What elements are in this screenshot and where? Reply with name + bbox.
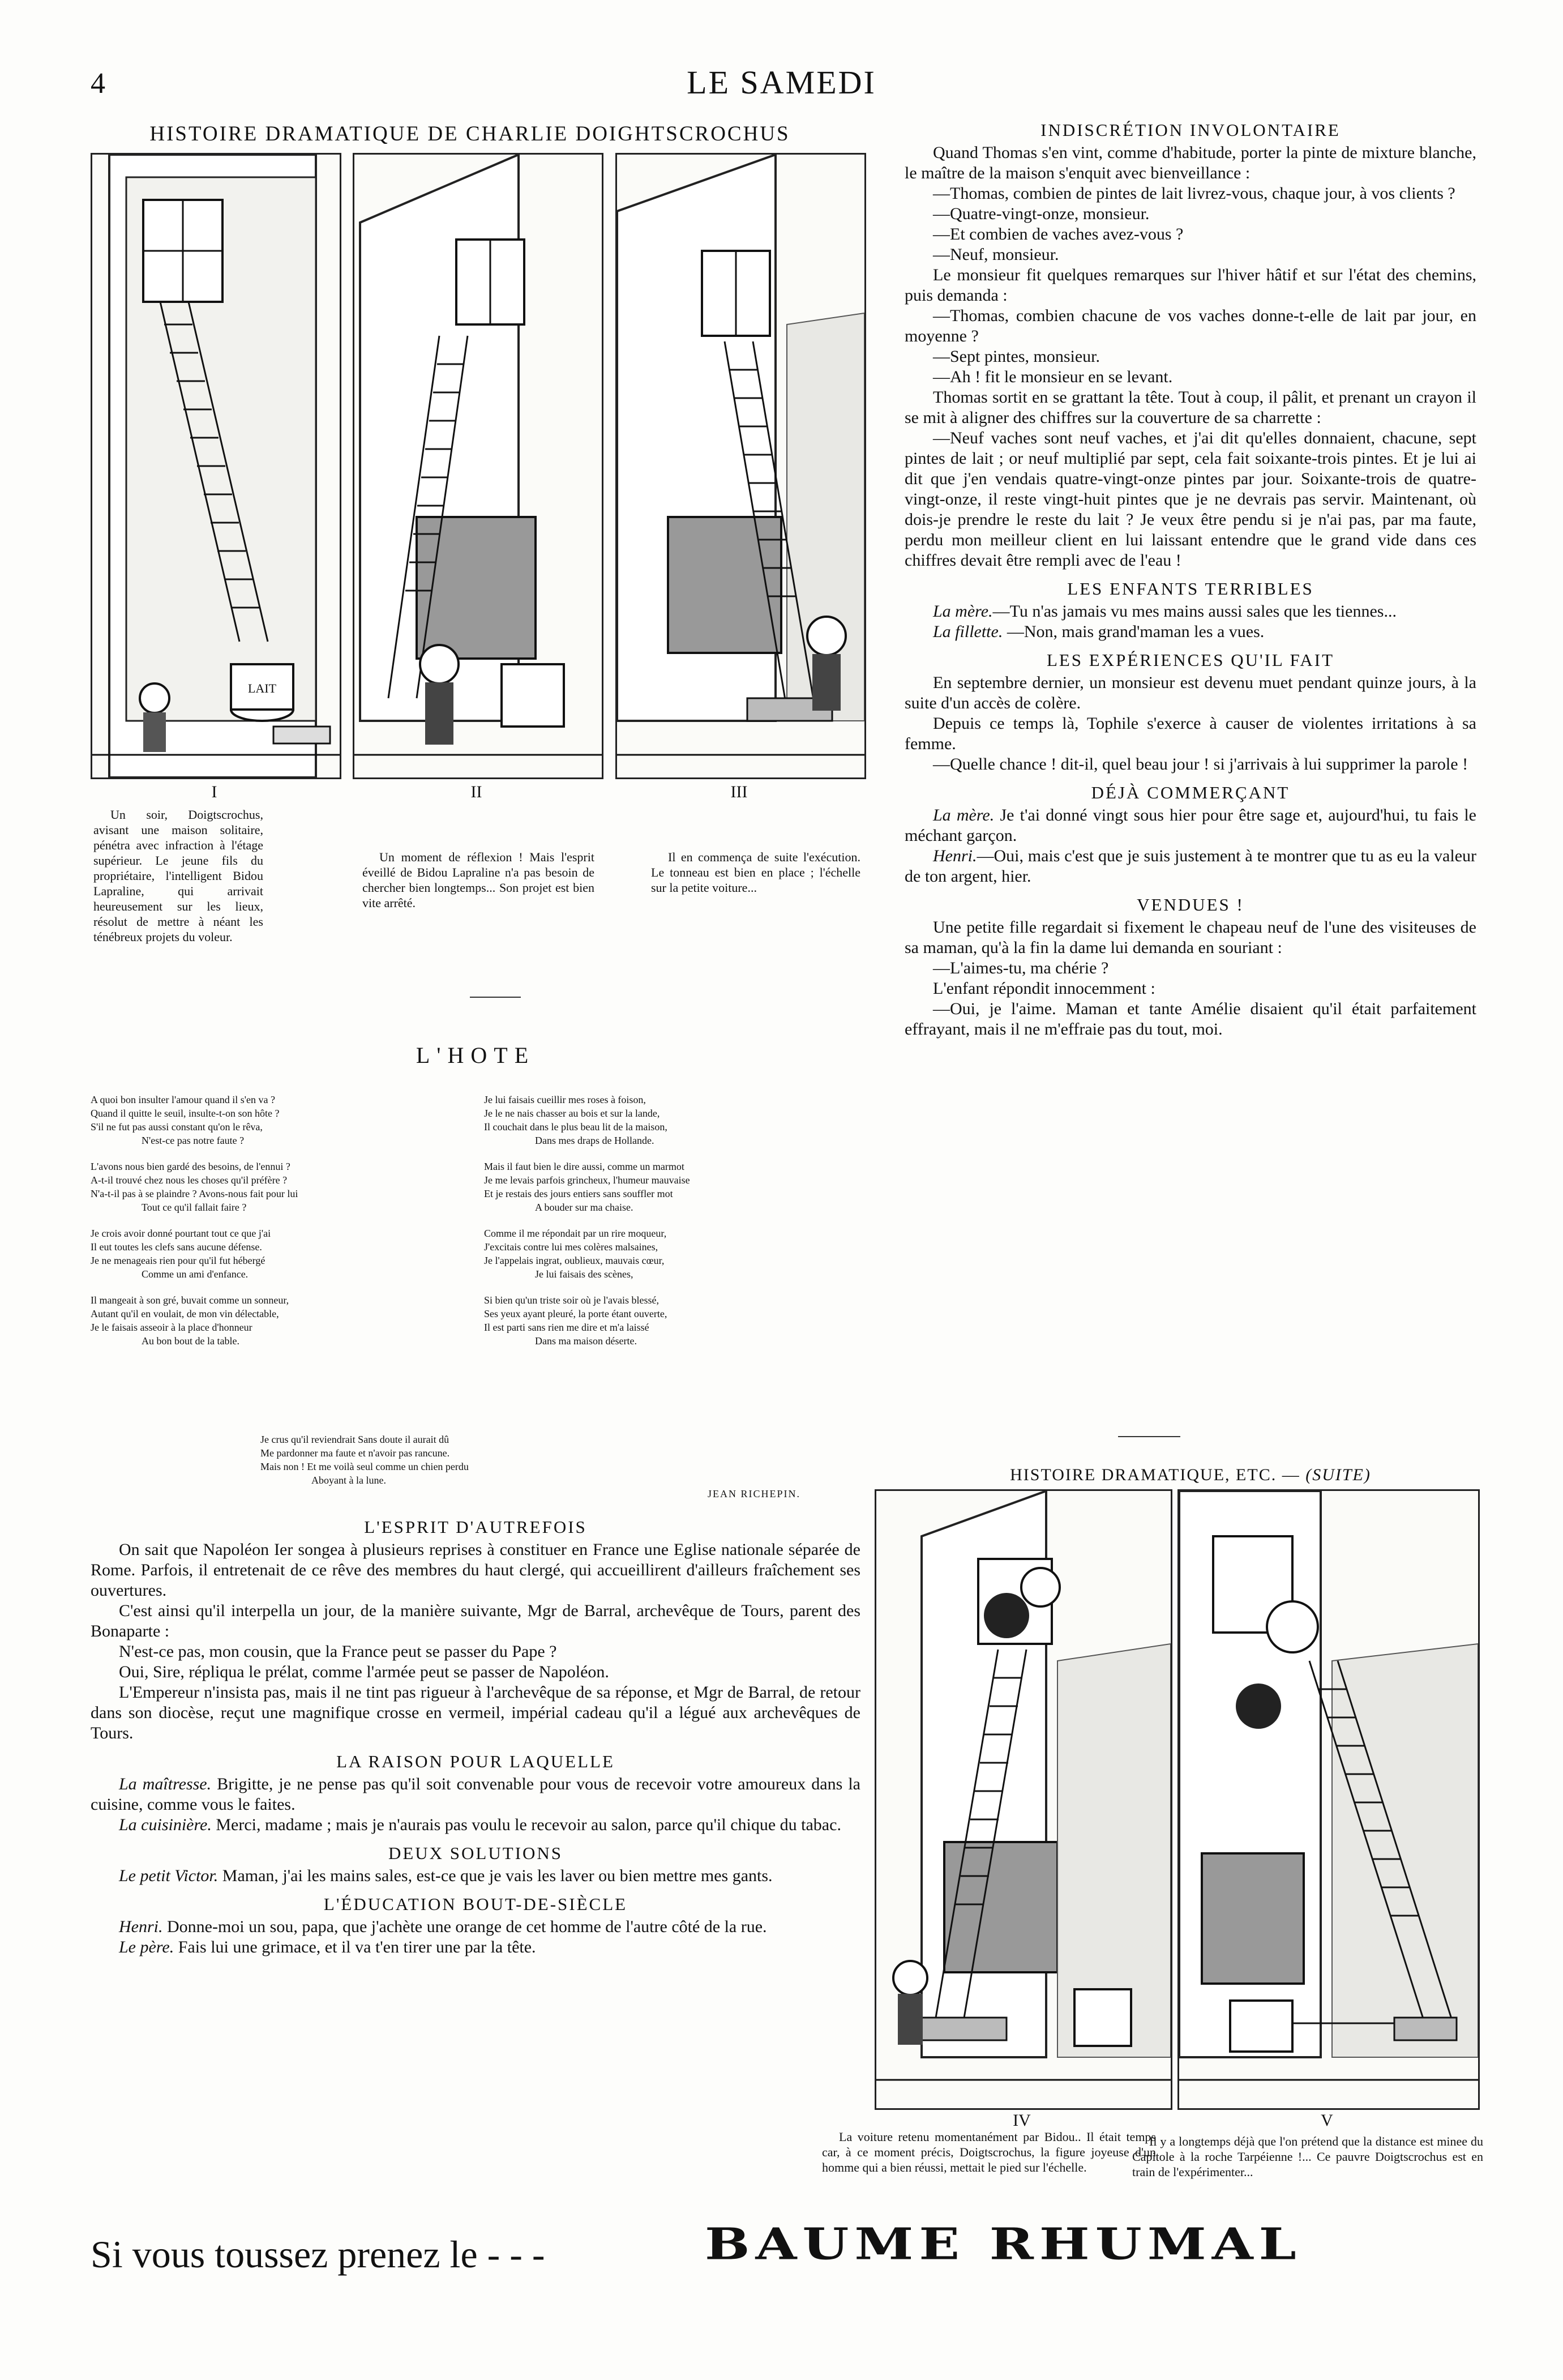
indiscretion-title: INDISCRÉTION INVOLONTAIRE <box>1040 120 1341 140</box>
poem-stanza: Je crois avoir donné pourtant tout ce que j'ai Il eut toutes les clefs sans aucune défense. Je ne menageais rien pour qu'il fut hébergé Comme un ami d'enfance. <box>91 1228 271 1280</box>
commercant-title: DÉJÀ COMMERÇANT <box>1091 783 1290 802</box>
divider <box>470 997 521 998</box>
barrel-label: LAIT <box>247 681 277 695</box>
divider <box>1118 1436 1180 1437</box>
poem-stanza: Mais il faut bien le dire aussi, comme un marmot Je me levais parfois grincheux, l'humeur mauvaise Et je restais des jours entiers sans souffler mot A bouder sur ma chaise. <box>484 1161 690 1213</box>
panel-number-2: II <box>470 783 482 801</box>
comic-panel-1 <box>91 153 341 779</box>
raison-title: LA RAISON POUR LAQUELLE <box>336 1751 615 1771</box>
poem-left-column <box>91 1093 430 1360</box>
panel-caption-1: Un soir, Doigtscrochus, avisant une maison solitaire, pénétra avec infraction à l'étage supérieur. Le jeune fils du propriétaire, l'intelligent Bidou Lapraline, qui arrivait heureusement sur les lieux, résolut de mettre à néant les ténébreux projets du voleur. <box>93 807 263 944</box>
masthead-title: LE SAMEDI <box>687 64 876 101</box>
panel-number-1: I <box>211 783 217 801</box>
panel-caption-3: Il en commença de suite l'exécution. Le tonneau est bien en place ; l'échelle sur la petite voiture... <box>651 850 860 895</box>
poem-title: L'HOTE <box>416 1042 536 1068</box>
esprit-title: L'ESPRIT D'AUTREFOIS <box>364 1517 587 1537</box>
poem-stanza: Je lui faisais cueillir mes roses à foison, Je le ne nais chasser au bois et sur la lande, Il couchait dans le plus beau lit de la maison, Dans mes draps de Hollande. <box>484 1094 667 1146</box>
panel-number-5: V <box>1321 2111 1333 2130</box>
advert-product: BAUME RHUMAL <box>705 2219 1302 2270</box>
panel-caption-5: Il y a longtemps déjà que l'on prétend que la distance est minee du Capitole à la roche Tarpéienne !... Ce pauvre Doigtscrochus est en train de l'expérimenter... <box>1132 2134 1483 2179</box>
comic2-title: HISTOIRE DRAMATIQUE, ETC. — (SUITE) <box>1010 1465 1371 1484</box>
comic-title: HISTOIRE DRAMATIQUE DE CHARLIE DOIGHTSCROCHUS <box>149 122 790 146</box>
poem-stanza: L'avons nous bien gardé des besoins, de l'ennui ? A-t-il trouvé chez nous les choses qu'il préfère ? N'a-t-il pas à se plaindre ? Avons-nous fait pour lui Tout ce qu'il fallait faire ? <box>91 1161 298 1213</box>
comic-panel-4 <box>875 1489 1172 2110</box>
education-title: L'ÉDUCATION BOUT-DE-SIÈCLE <box>323 1894 628 1914</box>
panel-caption-4: La voiture retenu momentanément par Bidou.. Il était temps car, à ce moment précis, Doigtscrochus, la figure joyeuse d'un homme qui a bien réussi, mettait le pied sur l'échelle. <box>822 2130 1156 2174</box>
poem-stanza: Si bien qu'un triste soir où je l'avais blessé, Ses yeux ayant pleuré, la porte étant ouverte, Il est parti sans rien me dire et m'a laissé Dans ma maison déserte. <box>484 1294 667 1347</box>
enfants-title: LES ENFANTS TERRIBLES <box>1067 579 1314 599</box>
panel-caption-2: Un moment de réflexion ! Mais l'esprit éveillé de Bidou Lapraline n'a pas besoin de chercher bien longtemps... Son projet est bien vite arrêté. <box>362 850 594 910</box>
poem-right-column <box>484 1093 835 1360</box>
solutions-title: DEUX SOLUTIONS <box>388 1843 563 1863</box>
panel-number-3: III <box>730 783 748 801</box>
poem-stanza: Comme il me répondait par un rire moqueur, J'excitais contre lui mes colères malsaines, Je l'appelais ingrat, oublieux, mauvais cœur, Je lui faisais des scènes, <box>484 1228 667 1280</box>
experiences-title: LES EXPÉRIENCES QU'IL FAIT <box>1046 650 1335 670</box>
poem-stanza: Il mangeait à son gré, buvait comme un sonneur, Autant qu'il en voulait, de mon vin délectable, Je le faisais asseoir à la place d'honneur Au bon bout de la table. <box>91 1294 289 1347</box>
advert-tagline: Si vous toussez prenez le - - - <box>91 2233 545 2276</box>
poem-signature: JEAN RICHEPIN. <box>708 1488 801 1499</box>
vendues-title: VENDUES ! <box>1137 895 1244 915</box>
left-column-text: L'ESPRIT D'AUTREFOIS On sait que Napoléon Ier songea à plusieurs reprises à constituer en France une Eglise nationale séparée de Rome. Parfois, il entretenait de ce rêve des membres du haut clergé, qui accueillirent d'ailleurs fraîchement ses ouvertures. C'est ainsi qu'il interpella un jour, de la manière suivante, Mgr de Barral, archevêque de Tours, parent des Bonaparte : N'est-ce pas, mon cousin, que la France peut se passer du Pape ? Oui, Sire, répliqua le prélat, comme l'armée peut se passer de Napoléon. L'Empereur n'insista pas, mais il ne tint pas rigueur à l'archevêque de sa réponse, et Mgr de Barral, de retour dans son diocèse, reçut une magnifique crosse en vermeil, impérial cadeau qu'il a légué aux archevêques de Tours. LA RAISON POUR LAQUELLE La maîtresse. Brigitte, je ne pense pas qu'il soit convenable pour vous de recevoir votre amoureux dans la cuisine, comme vous le faites. La cuisinière. Merci, madame ; mais je n'aurais pas voulu le recevoir au salon, parce qu'il chique du tabac. DEUX SOLUTIONS Le petit Victor. Maman, j'ai les mains sales, est-ce que je vais les laver ou bien mettre mes gants. L'ÉDUCATION BOUT-DE-SIÈCLE Henri. Donne-moi un sou, papa, que j'achète une orange de cet homme de l'autre côté de la rue. Le père. Fais lui une grimace, et il va t'en tirer une par la tête. <box>91 1517 860 1956</box>
comic-panel-5 <box>1177 1489 1480 2110</box>
right-column-text: INDISCRÉTION INVOLONTAIRE Quand Thomas s'en vint, comme d'habitude, porter la pinte de mixture blanche, le maître de la maison s'enquit avec bienveillance : —Thomas, combien de pintes de lait livrez-vous, chaque jour, à vos clients ? —Quatre-vingt-onze, monsieur. —Et combien de vaches avez-vous ? —Neuf, monsieur. Le monsieur fit quelques remarques sur l'hiver hâtif et sur l'état des chemins, puis demanda : —Thomas, combien chacune de vos vaches donne-t-elle de lait par jour, en moyenne ? —Sept pintes, monsieur. —Ah ! fit le monsieur en se levant. Thomas sortit en se grattant la tête. Tout à coup, il pâlit, et prenant un crayon il se mit à aligner des chiffres sur la couverture de sa charrette : —Neuf vaches sont neuf vaches, et j'ai dit qu'elles donnaient, chacune, sept pintes de lait ; or neuf multiplié par sept, cela fait soixante-trois pintes. Et je lui ai dit que j'en vendais quatre-vingt-onze pintes par jour. Soixante-trois de quatre-vingt-onze, il reste vingt-huit pintes que je ne devrais pas servir. Maintenant, où dois-je prendre le reste du lait ? Je veux être pendu si je n'ai pas, par ma faute, perdu mon meilleur client en lui laissant entendre que le grand vide dans ces chiffres devait être rempli avec de l'eau ! LES ENFANTS TERRIBLES La mère.—Tu n'as jamais vu mes mains aussi sales que les tiennes... La fillette. —Non, mais grand'maman les a vues. LES EXPÉRIENCES QU'IL FAIT En septembre dernier, un monsieur est devenu muet pendant quinze jours, à la suite d'un accès de colère. Depuis ce temps là, Tophile s'exerce à causer de violentes irritations à sa femme. —Quelle chance ! dit-il, quel beau jour ! si j'arrivais à lui supprimer la parole ! DÉJÀ COMMERÇANT La mère. Je t'ai donné vingt sous hier pour être sage et, aujourd'hui, tu fais le méchant garçon. Henri.—Oui, mais c'est que je suis justement à te montrer que tu as eu la valeur de ton argent, hier. VENDUES ! Une petite fille regardait si fixement le chapeau neuf de l'une des visiteuses de sa maman, qu'à la fin la dame lui demanda en souriant : —L'aimes-tu, ma chérie ? L'enfant répondit innocemment : —Oui, je l'aime. Maman et tante Amélie disaient qu'il était parfaitement effrayant, mais il ne m'effraie pas du tout, moi. <box>905 120 1476 1039</box>
poem-stanza: A quoi bon insulter l'amour quand il s'en va ? Quand il quitte le seuil, insulte-t-on son hôte ? S'il ne fut pas aussi constant qu'on le rêva, N'est-ce pas notre faute ? <box>91 1094 280 1146</box>
panel-number-4: IV <box>1013 2111 1031 2130</box>
comic-panel-3 <box>615 153 866 779</box>
poem-final-stanza: Je crus qu'il reviendrait Sans doute il aurait dû Me pardonner ma faute et n'avoir pas rancune. Mais non ! Et me voilà seul comme un chien perdu Aboyant à la lune. <box>260 1434 469 1486</box>
comic-panel-2 <box>353 153 603 779</box>
page-number: 4 <box>91 67 105 100</box>
